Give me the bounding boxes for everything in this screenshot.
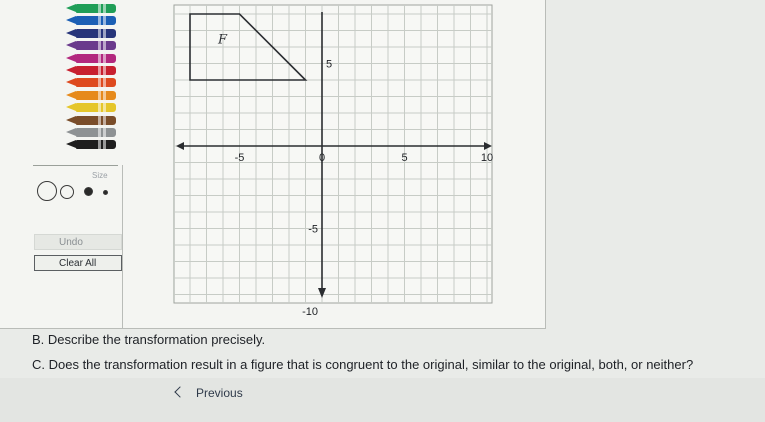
question-b: B. Describe the transformation precisely. xyxy=(32,332,266,347)
crayon-yellow[interactable] xyxy=(66,103,118,112)
crayon-navy[interactable] xyxy=(66,29,118,38)
size-option-medium[interactable] xyxy=(84,187,93,196)
grid-border xyxy=(174,5,492,303)
crayon-blue[interactable] xyxy=(66,16,118,25)
crayon-magenta[interactable] xyxy=(66,54,118,63)
crayon-gray[interactable] xyxy=(66,128,118,137)
y-tick-label: 5 xyxy=(326,58,333,71)
x-tick-label: 0 xyxy=(318,152,326,164)
chevron-left-icon xyxy=(174,386,185,397)
crayon-brown[interactable] xyxy=(66,116,118,125)
undo-button[interactable]: Undo xyxy=(34,234,122,250)
x-tick-label: -5 xyxy=(234,152,245,164)
crayon-orange-red[interactable] xyxy=(66,78,118,87)
x-tick-label: 10 xyxy=(480,152,494,164)
y-tick-label: -10 xyxy=(302,306,318,318)
crayon-purple[interactable] xyxy=(66,41,118,50)
size-option-large[interactable] xyxy=(60,185,74,199)
crayon-palette xyxy=(66,4,118,153)
panel-divider xyxy=(122,165,123,328)
size-label: Size xyxy=(92,171,108,180)
size-option-xlarge[interactable] xyxy=(37,181,57,201)
crayon-red[interactable] xyxy=(66,66,118,75)
figure-f-label: F xyxy=(218,32,228,48)
size-option-small[interactable] xyxy=(103,190,108,195)
palette-divider xyxy=(33,165,118,166)
coordinate-grid[interactable] xyxy=(170,0,500,318)
crayon-orange[interactable] xyxy=(66,91,118,100)
question-c: C. Does the transformation result in a figure that is congruent to the original, similar to the original, both, or neither? xyxy=(32,357,694,372)
previous-label: Previous xyxy=(196,386,243,400)
y-tick-label: -5 xyxy=(308,223,318,236)
crayon-green[interactable] xyxy=(66,4,118,13)
footer-band xyxy=(0,378,765,422)
x-tick-label: 5 xyxy=(401,152,408,164)
previous-button[interactable] xyxy=(176,386,243,400)
crayon-black[interactable] xyxy=(66,140,118,149)
clear-all-button[interactable]: Clear All xyxy=(34,255,122,271)
